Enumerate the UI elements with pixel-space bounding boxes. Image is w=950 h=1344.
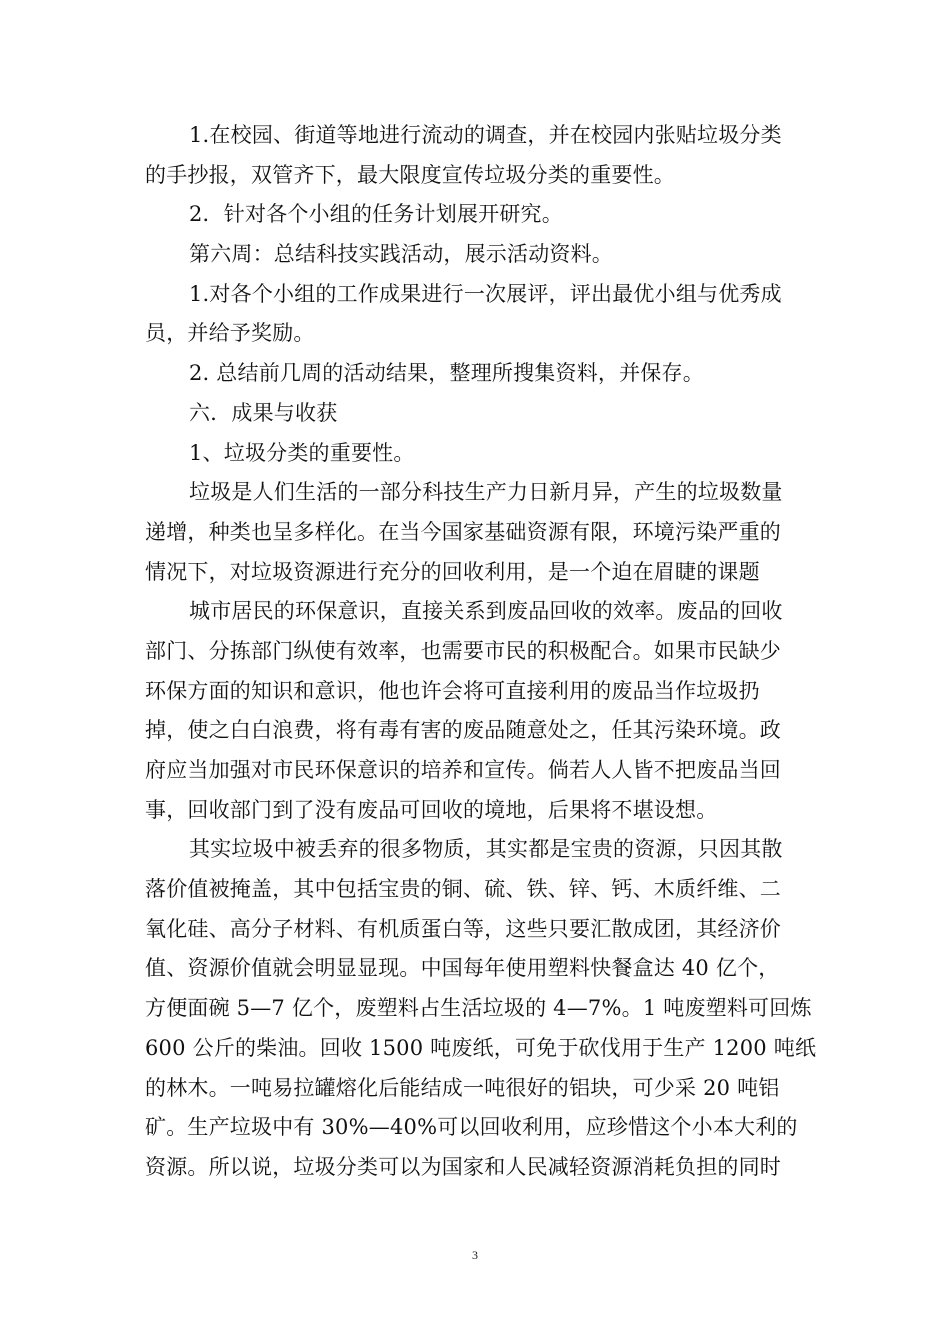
- text-line: 方便面碗 5—7 亿个，废塑料占生活垃圾的 4—7%。1 吨废塑料可回炼: [145, 996, 812, 1021]
- page-number: 3: [472, 1248, 478, 1262]
- text-line: 情况下，对垃圾资源进行充分的回收利用，是一个迫在眉睫的课题: [145, 559, 760, 584]
- subsection-heading: 1、垃圾分类的重要性。: [189, 440, 415, 465]
- text-line: 事，回收部门到了没有废品可回收的境地，后果将不堪设想。: [145, 797, 718, 822]
- text-line: 矿。生产垃圾中有 30%—40%可以回收利用，应珍惜这个小本大利的: [145, 1115, 798, 1140]
- text-line: 府应当加强对市民环保意识的培养和宣传。倘若人人皆不把废品当回: [145, 758, 781, 782]
- text-line: 落价值被掩盖，其中包括宝贵的铜、硫、铁、锌、钙、木质纤维、二: [145, 877, 781, 902]
- text-line: 2. 总结前几周的活动结果，整理所搜集资料，并保存。: [189, 361, 704, 386]
- text-line: 掉，使之白白浪费，将有毒有害的废品随意处之，任其污染环境。政: [145, 718, 781, 743]
- section-heading: 六．成果与收获: [189, 400, 338, 425]
- text-line: 1.在校园、街道等地进行流动的调查，并在校园内张贴垃圾分类: [189, 123, 782, 147]
- text-line: 的手抄报，双管齐下，最大限度宣传垃圾分类的重要性。: [145, 162, 675, 187]
- text-line: 2．针对各个小组的任务计划展开研究。: [189, 202, 563, 227]
- text-line: 环保方面的知识和意识，他也许会将可直接利用的废品当作垃圾扔: [145, 678, 760, 703]
- text-line: 部门、分拣部门纵使有效率，也需要市民的积极配合。如果市民缺少: [145, 638, 781, 663]
- text-line: 其实垃圾中被丢弃的很多物质，其实都是宝贵的资源，只因其散: [189, 837, 783, 862]
- text-line: 垃圾是人们生活的一部分科技生产力日新月异，产生的垃圾数量: [189, 480, 783, 505]
- text-line: 资源。所以说，垃圾分类可以为国家和人民减轻资源消耗负担的同时: [145, 1154, 781, 1179]
- text-line: 600 公斤的柴油。回收 1500 吨废纸，可免于砍伐用于生产 1200 吨纸: [145, 1035, 817, 1060]
- document-body: [145, 116, 817, 1188]
- text-line: 员，并给予奖励。: [145, 321, 315, 346]
- text-line: 递增，种类也呈多样化。在当今国家基础资源有限，环境污染严重的: [145, 519, 781, 544]
- section-heading: 第六周：总结科技实践活动，展示活动资料。: [189, 242, 613, 267]
- text-line: 的林木。一吨易拉罐熔化后能结成一吨很好的铝块，可少采 20 吨铝: [145, 1075, 780, 1100]
- text-line: 值、资源价值就会明显显现。中国每年使用塑料快餐盒达 40 亿个，: [145, 956, 780, 981]
- text-line: 氧化硅、高分子材料、有机质蛋白等，这些只要汇散成团，其经济价: [145, 916, 781, 941]
- text-line: 1.对各个小组的工作成果进行一次展评，评出最优小组与优秀成: [189, 281, 782, 306]
- text-line: 城市居民的环保意识，直接关系到废品回收的效率。废品的回收: [189, 599, 783, 624]
